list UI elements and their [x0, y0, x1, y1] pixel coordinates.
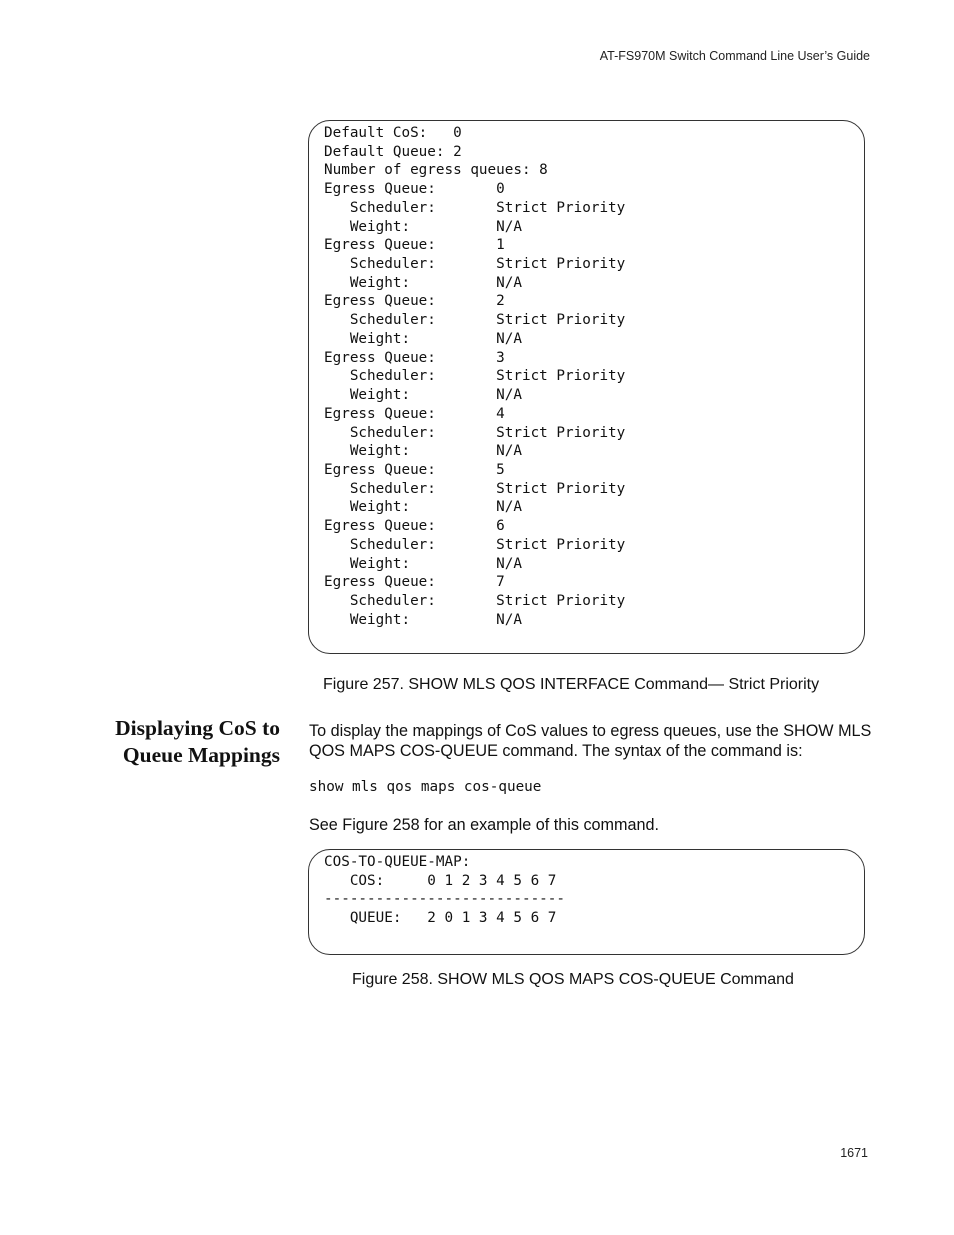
figure-257-caption: Figure 257. SHOW MLS QOS INTERFACE Command— Strict Priority: [323, 676, 820, 693]
figure-258-code: COS-TO-QUEUE-MAP: COS: 0 1 2 3 4 5 6 7 ---------------------------- QUEUE: 2 0 1 3 4 5 6 7: [324, 854, 566, 927]
figure-257-code: Default CoS: 0 Default Queue: 2 Number of egress queues: 8 Egress Queue: 0 Scheduler: Strict Priority Weight: N/A Egress Queue: 1 Scheduler: Strict Priority Weight: N/A Egress Queue: 2 Scheduler: Strict Priority Weight: N/A Egress Queue: 3 Scheduler: Strict Priority Weight: N/A Egress Queue: 4 Scheduler: Strict Priority Weight: N/A Egress Queue: 5 Scheduler: Strict Priority Weight: N/A Egress Queue: 6 Scheduler: Strict Priority Weight: N/A Egress Queue: 7 Scheduler: Strict Priority Weight: N/A: [324, 125, 626, 628]
intro-paragraph: To display the mappings of CoS values to egress queues, use the SHOW MLS QOS MAPS COS-QUEUE command. The syntax of the command is:: [309, 722, 872, 760]
command-syntax: show mls qos maps cos-queue: [309, 779, 542, 795]
figure-258-code-box: [308, 849, 865, 955]
section-title-line-2: Queue Mappings: [122, 743, 280, 767]
running-header: AT-FS970M Switch Command Line User’s Guide: [599, 49, 870, 63]
section-title-line-1: Displaying CoS to: [115, 716, 280, 740]
example-reference-paragraph: See Figure 258 for an example of this command.: [309, 816, 660, 834]
section-title: [115, 715, 280, 769]
figure-258-caption: Figure 258. SHOW MLS QOS MAPS COS-QUEUE Command: [352, 971, 794, 988]
page-number: 1671: [840, 1146, 868, 1160]
figure-257-code-box: [308, 120, 865, 654]
